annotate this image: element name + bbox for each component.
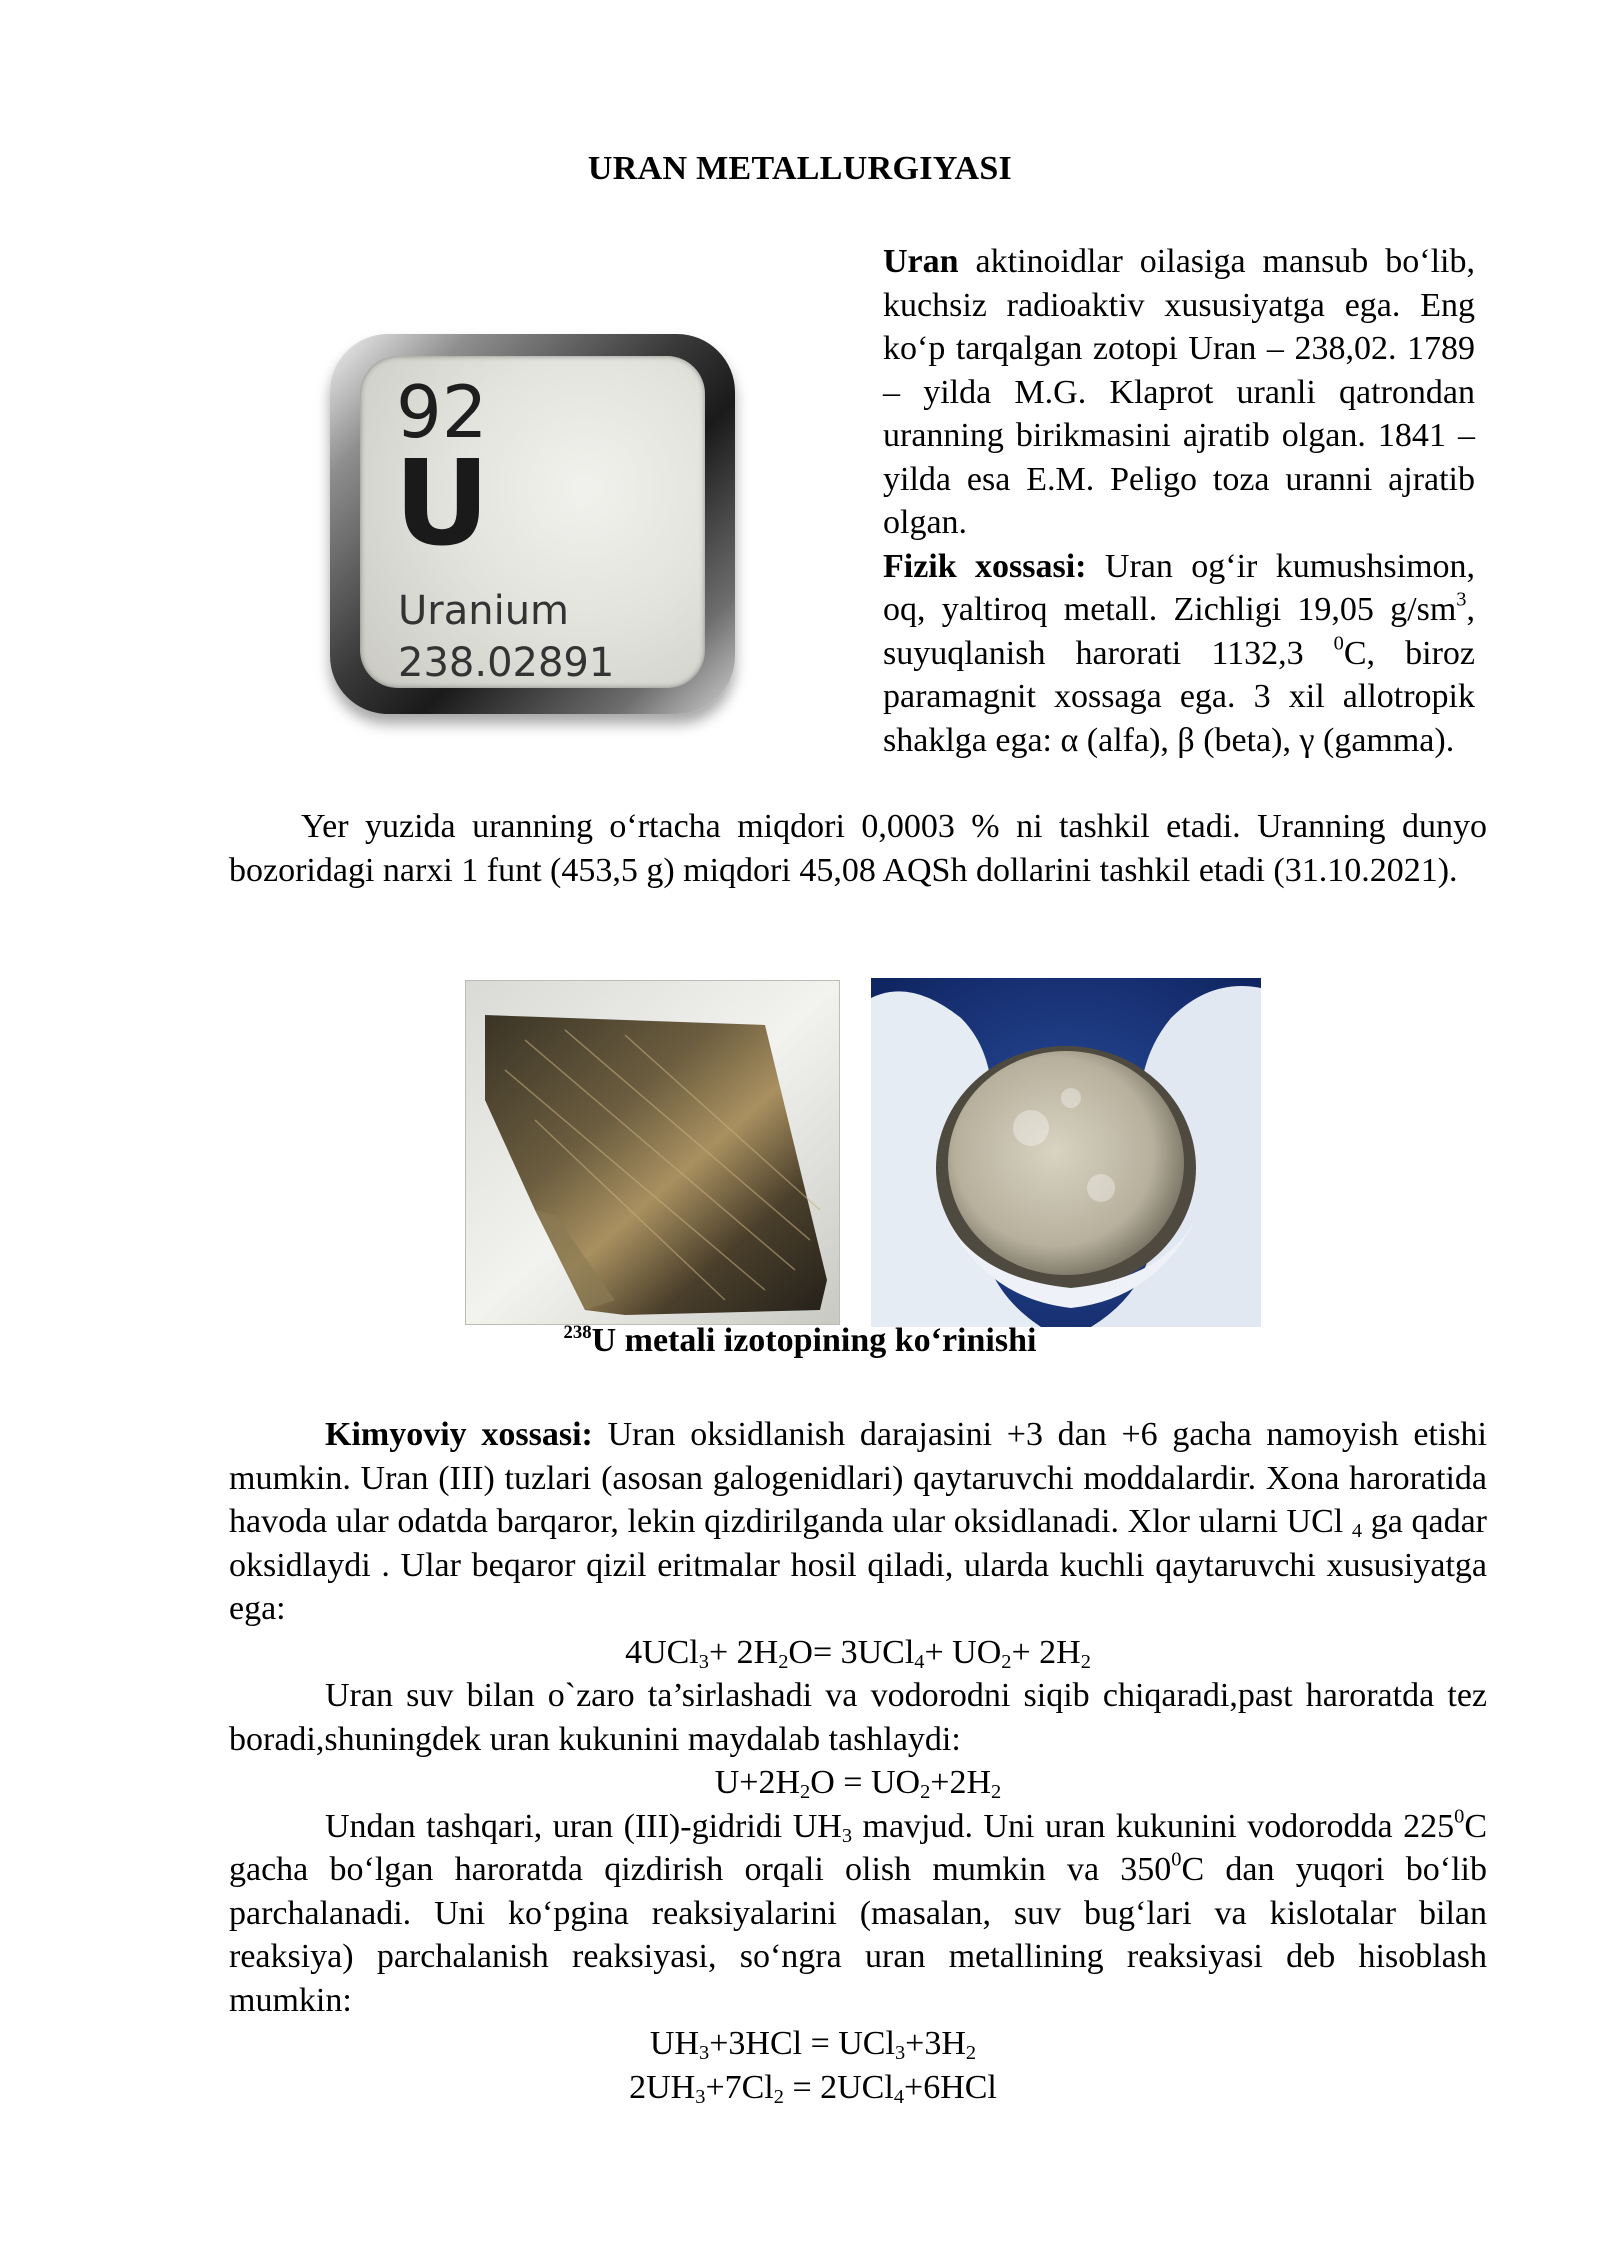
caption-text: U metali izotopining ko‘rinishi <box>591 1322 1037 1359</box>
ucl-subscript: 4 <box>1351 1520 1363 1543</box>
uranium-disc-photo <box>871 978 1261 1327</box>
physical-properties-label: Fizik xossasi: <box>883 547 1087 585</box>
physical-text-1: Uran og‘ir kumushsimon, oq, yaltiroq metall. Zichligi 19,05 g/sm <box>883 547 1476 628</box>
tile-symbol: U <box>394 434 490 572</box>
tile-atomic-mass: 238.02891 <box>398 640 615 686</box>
tile-atomic-number: 92 <box>396 370 488 454</box>
chemical-properties-label: Kimyoviy xossasi: <box>325 1416 593 1453</box>
physical-text-2: , suyuqlanish harorati 1132,3 <box>883 591 1475 672</box>
tile-face <box>360 356 705 688</box>
chemical-text-1: Uran oksidlanish darajasini +3 dan +6 gacha namoyish etishi mumkin. Uran (III) tuzlari (asosan galogenidlari) qaytaruvchi moddalardir. Xona haroratida havoda ular odatda barqaror, lekin qizdirilganda ular oksidlanadi. Xlor ularni UCl <box>229 1416 1487 1540</box>
chemical-section <box>229 1413 1487 2109</box>
hydride-paragraph: Undan tashqari, uran (III)-gidridi $UH_3$ mavjud. Uni uran kukunini vodorodda $225^0C$ gacha bo‘lgan haroratda qizdirish orqali olish mumkin va $350^0C$ dan yuqori bo‘lib parchalanadi. Uni ko‘pgina reaksiyalarini (masalan, suv bug‘lari va kislotalar bilan reaksiya) parchalanish reaksiyasi, so‘ngra uran metallining reaksiyasi deb hisoblash mumkin: <box>229 1805 1488 2019</box>
equation-4: $2UH_3+7Cl_2 = 2UCl_4+6HCl$ <box>629 2068 997 2108</box>
equation-1: $4UCl_3+ 2H_2O= 3UCl_4+ UO_2+ 2H_2$ <box>625 1633 1091 1673</box>
degree-sup: 0 <box>1333 632 1344 655</box>
intro-column <box>883 240 1475 762</box>
uran-label: Uran <box>883 243 959 280</box>
uranium-element-tile <box>322 334 747 724</box>
uran-paragraph <box>883 240 1475 545</box>
abundance-paragraph: Yer yuzida uranning o‘rtacha miqdori 0,0003 % ni tashkil etadi. Uranning dunyo bozoridagi narxi 1 funt (453,5 g) miqdori 45,08 AQSh dollarini tashkil etadi (31.10.2021). <box>229 808 1487 889</box>
figure-caption <box>0 1322 1600 1360</box>
tile-element-name: Uranium <box>398 588 570 634</box>
uran-text: aktinoidlar oilasiga mansub bo‘lib, kuchsiz radioaktiv xususiyatga ega. Eng ko‘p tarqalgan zotopi Uran – 238,02. 1789 – yilda M.G. Klaprot uranli qatrondan uranning birikmasini ajratib olgan. 1841 – yilda esa E.M. Peligo toza uranni ajratib olgan. <box>883 243 1475 541</box>
physical-properties-paragraph <box>883 545 1475 763</box>
caption-isotope-sup: 238 <box>563 1321 592 1343</box>
equation-3: $UH_3+3HCl = UCl_3+3H_2$ <box>649 2025 977 2065</box>
equation-2: $U+2H_2O = UO_2+2H_2$ <box>714 1764 1002 1804</box>
density-unit-sup: 3 <box>1456 588 1467 611</box>
uranium-metal-photo <box>465 980 840 1325</box>
physical-text-3: C, biroz paramagnit xossaga ega. 3 xil allotropik shaklga ega: α (alfa), β (beta), γ (gamma). <box>883 634 1475 759</box>
page-title: URAN METALLURGIYASI <box>587 150 1013 187</box>
tile-frame <box>330 334 735 714</box>
chemical-properties-paragraph <box>229 1413 1487 1631</box>
chemical-text-2: ga qadar oksidlaydi . Ular beqaror qizil eritmalar hosil qiladi, ularda kuchli qaytaruvchi xususiyatga ega: <box>229 1503 1487 1627</box>
water-reaction-paragraph: Uran suv bilan o`zaro ta’sirlashadi va vodorodni siqib chiqaradi,past haroratda tez boradi,shuningdek uran kukunini maydalab tashlaydi: <box>229 1677 1487 1758</box>
